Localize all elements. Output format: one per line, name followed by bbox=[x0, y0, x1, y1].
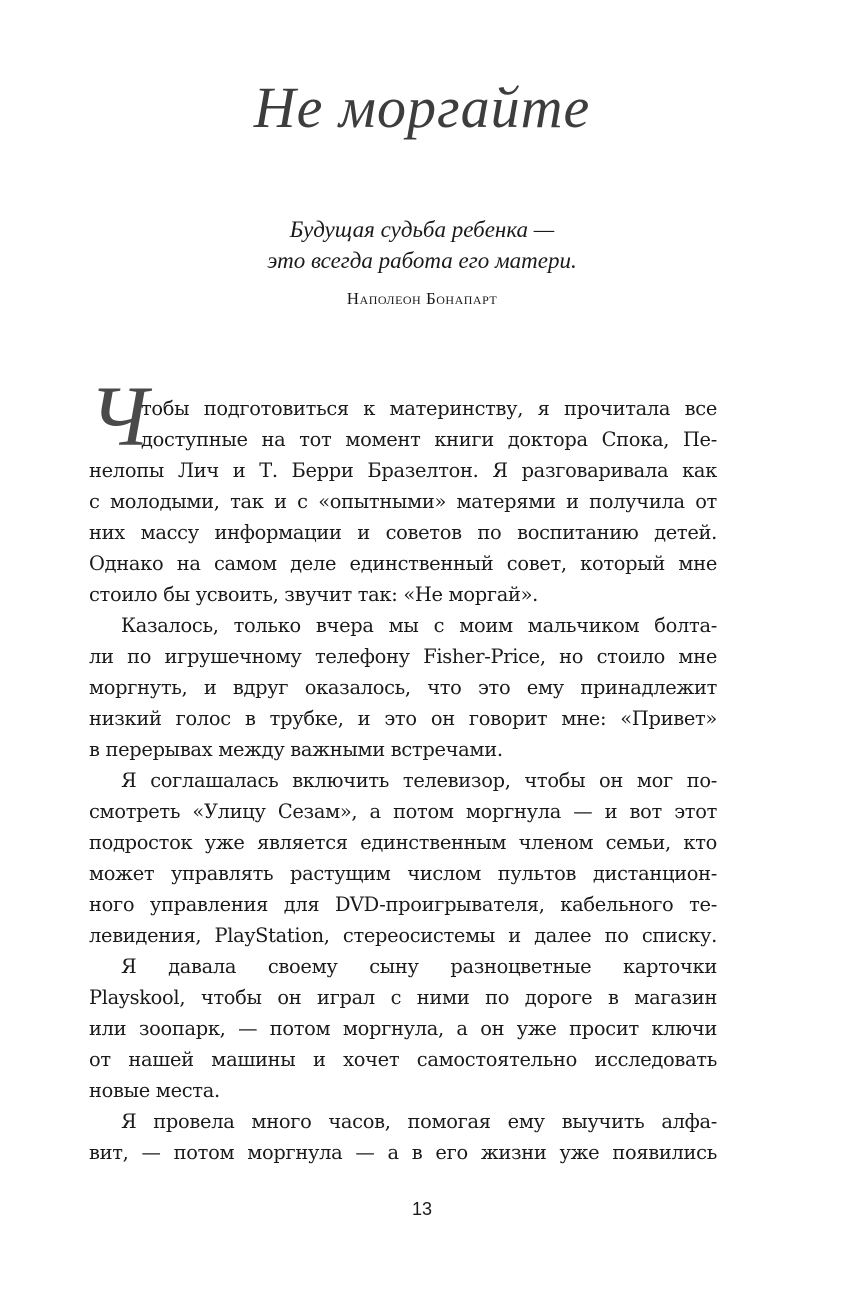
text-line: или зоопарк, — потом моргнула, а он уже просит ключи bbox=[89, 1017, 717, 1040]
text-line: смотреть «Улицу Сезам», а потом моргнула — и вот этот bbox=[89, 800, 717, 823]
text-line: них массу информации и советов по воспитанию детей. bbox=[89, 521, 717, 544]
text-line: моргнуть, и вдруг оказалось, что это ему принадлежит bbox=[89, 676, 717, 699]
epigraph-author: Наполеон Бонапарт bbox=[346, 289, 498, 308]
text-line: Playskool, чтобы он играл с ними по дороге в магазин bbox=[89, 986, 717, 1009]
text-line: подросток уже является единственным членом семьи, кто bbox=[89, 831, 717, 854]
text-line: тобы подготовиться к материнству, я прочитала все bbox=[141, 397, 717, 420]
text-line: левидения, PlayStation, стереосистемы и далее по списку. bbox=[89, 924, 717, 947]
epigraph bbox=[0, 214, 844, 276]
body-text bbox=[89, 393, 717, 1168]
text-line: новые места. bbox=[89, 1079, 220, 1102]
text-line: Казалось, только вчера мы с моим мальчиком болта- bbox=[121, 614, 717, 637]
drop-cap: Ч bbox=[89, 368, 149, 464]
epigraph-line: это всегда работа его матери. bbox=[267, 248, 577, 273]
text-line: Я соглашалась включить телевизор, чтобы он мог по- bbox=[121, 769, 717, 792]
text-line: ли по игрушечному телефону Fisher-Price, но стоило мне bbox=[89, 645, 717, 668]
text-line: доступные на тот момент книги доктора Спока, Пе- bbox=[141, 428, 717, 451]
text-line: может управлять растущим числом пультов дистанцион- bbox=[89, 862, 717, 885]
text-line: вит, — потом моргнула — а в его жизни уже появились bbox=[89, 1141, 717, 1164]
text-line: нелопы Лич и Т. Берри Бразелтон. Я разговаривала как bbox=[89, 459, 717, 482]
text-line: с молодыми, так и с «опытными» матерями и получила от bbox=[89, 490, 717, 513]
text-line: Я давала своему сыну разноцветные карточки bbox=[121, 955, 717, 978]
text-line: от нашей машины и хочет самостоятельно исследовать bbox=[89, 1048, 717, 1071]
epigraph-line: Будущая судьба ребенка — bbox=[289, 217, 555, 242]
page-number: 13 bbox=[411, 1199, 433, 1219]
text-line: Однако на самом деле единственный совет, который мне bbox=[89, 552, 717, 575]
text-line: стоило бы усвоить, звучит так: «Не моргай». bbox=[89, 583, 539, 606]
text-line: ного управления для DVD-проигрывателя, кабельного те- bbox=[89, 893, 717, 916]
text-line: низкий голос в трубке, и это он говорит мне: «Привет» bbox=[89, 707, 717, 730]
chapter-title: Не моргайте bbox=[253, 75, 591, 140]
text-line: в перерывах между важными встречами. bbox=[89, 738, 503, 761]
text-line: Я провела много часов, помогая ему выучить алфа- bbox=[121, 1110, 717, 1133]
